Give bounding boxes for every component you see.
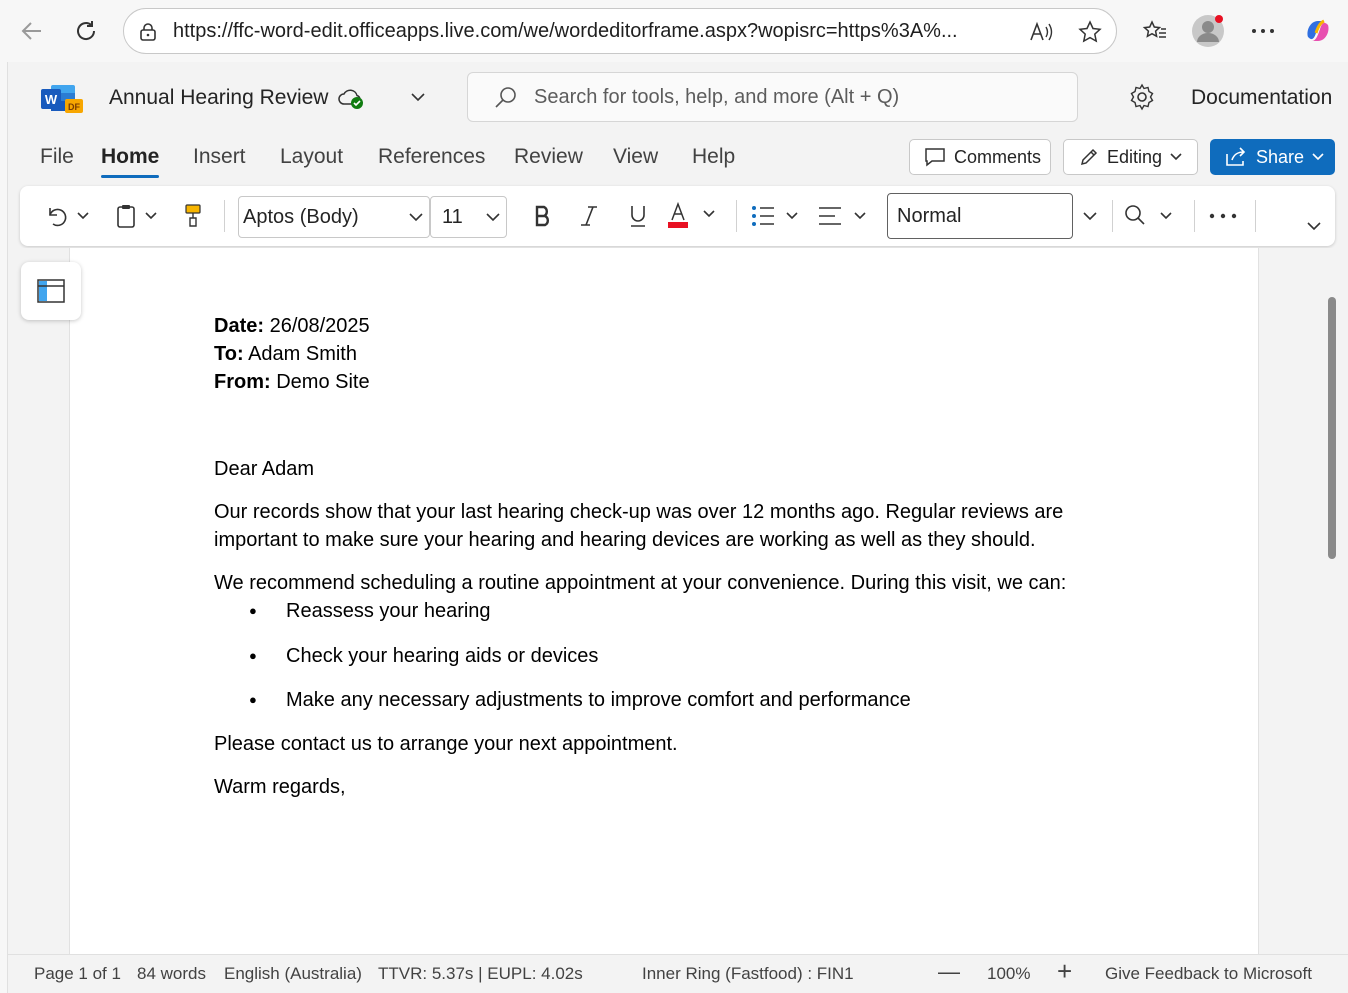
document-page[interactable] [69, 248, 1259, 954]
chevron-down-icon [1169, 152, 1183, 162]
browser-toolbar [0, 0, 1348, 62]
back-arrow-icon [19, 18, 45, 44]
read-aloud-icon[interactable] [1028, 18, 1056, 46]
perf-metrics: TTVR: 5.37s | EUPL: 4.02s [378, 964, 583, 983]
font-family-select[interactable] [238, 196, 430, 238]
underline-button[interactable] [620, 198, 656, 234]
comments-button[interactable] [909, 139, 1051, 175]
chevron-down-icon [485, 211, 501, 223]
navigation-pane-icon [36, 278, 66, 304]
editing-label: Editing [1107, 146, 1163, 167]
paste-button[interactable] [112, 198, 164, 234]
paragraph: Please contact us to arrange your next appointment. [214, 733, 678, 755]
font-color-button[interactable] [665, 198, 725, 234]
chevron-down-icon [408, 211, 424, 223]
feedback-link[interactable]: Give Feedback to Microsoft [1105, 964, 1312, 983]
italic-icon [579, 204, 599, 228]
date-line: Date: 26/08/2025 [214, 315, 370, 337]
document-title[interactable]: Annual Hearing Review [109, 86, 329, 109]
active-tab-indicator [101, 175, 159, 178]
salutation: Dear Adam [214, 458, 315, 480]
divider [1194, 200, 1195, 232]
list-item: ● Check your hearing aids or devices [214, 642, 1114, 670]
search-placeholder: Search for tools, help, and more (Alt + Q) [534, 85, 900, 108]
word-app [7, 62, 1348, 993]
logo-badge: DF [68, 102, 80, 112]
zoom-level[interactable]: 100% [987, 964, 1031, 983]
cloud-saved-icon[interactable] [337, 86, 365, 115]
editing-mode-button[interactable] [1063, 139, 1198, 175]
tab-references[interactable]: References [378, 145, 486, 168]
format-painter-icon [182, 203, 204, 229]
copilot-icon[interactable] [1300, 13, 1336, 49]
font-size-select[interactable] [430, 196, 507, 238]
tab-help[interactable]: Help [692, 145, 736, 168]
font-family-value: Aptos (Body) [243, 205, 359, 228]
favorites-icon[interactable] [1137, 13, 1173, 49]
paragraph: We recommend scheduling a routine appointment at your convenience. During this visit, we can: [214, 572, 1067, 594]
documentation-link[interactable]: Documentation [1191, 86, 1333, 109]
bullets-button[interactable] [748, 198, 808, 234]
to-line: To: Adam Smith [214, 343, 357, 365]
document-canvas [8, 248, 1348, 954]
more-options-icon[interactable] [1245, 13, 1281, 49]
font-size-value: 11 [442, 205, 463, 228]
title-dropdown-chevron-icon[interactable] [410, 90, 426, 108]
profile-icon [1191, 14, 1225, 48]
share-label: Share [1256, 146, 1305, 167]
favorite-star-icon[interactable] [1076, 18, 1104, 46]
share-button[interactable] [1210, 139, 1335, 175]
lock-icon[interactable] [134, 18, 162, 46]
closing: Warm regards, [214, 776, 346, 798]
search-icon [493, 85, 519, 111]
align-button[interactable] [816, 198, 876, 234]
bold-button[interactable] [525, 198, 561, 234]
divider [736, 200, 737, 232]
tab-view[interactable]: View [613, 145, 659, 168]
clipboard-icon [114, 203, 162, 229]
word-logo-icon[interactable] [41, 83, 85, 115]
chevron-down-icon [1311, 152, 1325, 162]
font-color-icon [666, 201, 724, 231]
back-button[interactable] [14, 13, 50, 49]
styles-select[interactable] [887, 193, 1073, 239]
status-bar [8, 954, 1348, 993]
divider [1255, 200, 1256, 232]
vertical-scrollbar[interactable] [1328, 297, 1336, 559]
expand-ribbon-button[interactable] [1300, 208, 1328, 244]
bold-icon [533, 204, 553, 228]
tab-insert[interactable]: Insert [193, 145, 246, 168]
svg-text:W: W [44, 92, 58, 107]
language-status[interactable]: English (Australia) [224, 964, 362, 983]
zoom-in-button[interactable]: + [1057, 956, 1073, 986]
find-search-icon [1123, 203, 1181, 229]
divider [1112, 200, 1113, 232]
divider [224, 200, 225, 232]
page-count[interactable]: Page 1 of 1 [34, 964, 121, 983]
style-value: Normal [897, 204, 962, 227]
tab-layout[interactable]: Layout [280, 145, 344, 168]
paragraph: Our records show that your last hearing check-up was over 12 months ago. Regular reviews are important to make sure your hearing and hearing devices are working as well as they should. [214, 501, 1064, 551]
align-left-icon [817, 203, 875, 229]
list-item: ● Reassess your hearing [214, 597, 1114, 625]
tab-home[interactable]: Home [101, 145, 160, 168]
ring-info: Inner Ring (Fastfood) : FIN1 [642, 964, 854, 983]
search-input[interactable] [467, 72, 1078, 122]
from-line: From: Demo Site [214, 371, 370, 393]
refresh-icon [73, 18, 99, 44]
title-bar [8, 62, 1348, 134]
styles-dropdown-button[interactable] [1076, 198, 1104, 234]
find-button[interactable] [1122, 198, 1182, 234]
url-text[interactable]: https://ffc-word-edit.officeapps.live.com/we/wordeditorframe.aspx?wopisrc=https%3A%... [173, 19, 958, 42]
refresh-button[interactable] [68, 13, 104, 49]
address-bar[interactable] [123, 8, 1117, 54]
underline-icon [628, 203, 648, 229]
undo-button[interactable] [42, 198, 94, 234]
zoom-out-button[interactable]: — [938, 959, 960, 984]
format-painter-button[interactable] [178, 198, 208, 234]
settings-gear-icon[interactable] [1128, 83, 1156, 116]
undo-icon [44, 204, 92, 228]
bullet-list-icon [749, 203, 807, 229]
italic-button[interactable] [571, 198, 607, 234]
share-icon [1224, 146, 1248, 168]
tab-review[interactable]: Review [514, 145, 583, 168]
comments-label: Comments [954, 146, 1042, 167]
chevron-down-icon [1082, 210, 1098, 222]
document-body[interactable] [214, 312, 1114, 801]
comment-icon [923, 146, 947, 168]
home-ribbon [20, 186, 1335, 246]
more-commands-button[interactable] [1205, 198, 1241, 234]
tab-file[interactable]: File [40, 145, 74, 168]
pencil-icon [1078, 146, 1100, 168]
more-horizontal-icon [1209, 213, 1237, 219]
chevron-down-icon [1306, 220, 1322, 232]
navigation-pane-button[interactable] [21, 262, 81, 320]
word-count[interactable]: 84 words [137, 964, 206, 983]
profile-avatar[interactable] [1190, 13, 1226, 49]
list-item: ● Make any necessary adjustments to improve comfort and performance [214, 686, 1114, 714]
ribbon-tabs [8, 134, 1348, 184]
